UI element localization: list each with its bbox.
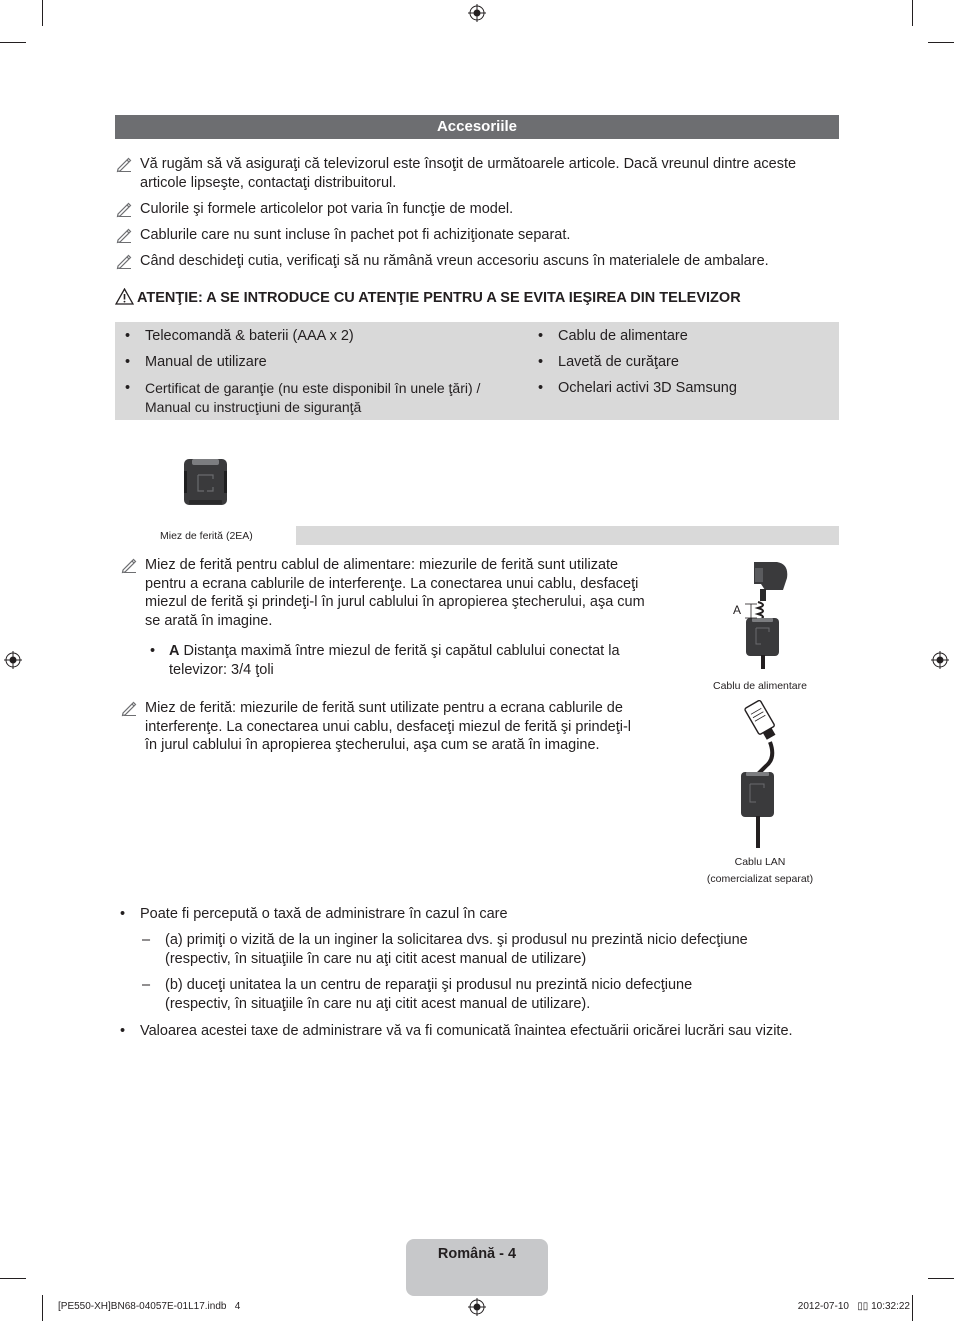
note-item — [115, 226, 845, 245]
accessory-label: Certificat de garanţie (nu este disponibil în unele ţări) / — [145, 380, 481, 396]
bullet: • — [125, 380, 131, 396]
crop-mark — [912, 0, 913, 26]
page-number: Română - 4 — [437, 1246, 517, 1262]
note-text: interferenţe. La conectarea unui cablu, desfaceţi miezul de ferită şi prindeţi-l — [145, 718, 632, 735]
accessory-label: Ochelari activi 3D Samsung — [558, 380, 737, 396]
registration-mark-icon — [4, 651, 22, 669]
footer-file: [PE550-XH]BN68-04057E-01L17.indb 4 — [58, 1301, 241, 1312]
figure-caption: Cablu LAN — [734, 856, 786, 868]
bullet: • — [120, 1023, 126, 1039]
note-text: se arată în imagine. — [145, 612, 273, 629]
accessory-label: Manual cu instrucţiuni de siguranţă — [145, 398, 362, 415]
bullet: • — [538, 328, 544, 344]
note-text: Când deschideţi cutia, verificaţi să nu rămână vreun accesoriu ascuns în materialele de ambalare. — [140, 253, 769, 269]
note-text: pentru a ecrana cablurile de interferenţe. La conectarea unui cablu, desfaceţi — [145, 575, 639, 592]
ferrite-note-lan — [120, 699, 690, 755]
footer-date: 2012-07-10 ▯▯ 10:32:22 — [797, 1301, 910, 1312]
distance-label: A — [169, 643, 180, 659]
bullet: • — [538, 380, 544, 396]
dash: – — [142, 932, 151, 948]
dash: – — [142, 977, 151, 993]
pencil-note-icon — [115, 155, 133, 173]
ferrite-note-power — [120, 556, 690, 630]
admin-fee-case: (a) primiţi o vizită de la un inginer la solicitarea dvs. şi produsul nu prezintă nicio defecţiune — [165, 932, 748, 948]
pencil-note-icon — [120, 699, 138, 717]
crop-mark — [912, 1295, 913, 1321]
distance-text: Distanţa maximă între miezul de ferită şi capătul cablului conectat la — [179, 643, 620, 659]
pencil-note-icon — [115, 200, 133, 218]
note-item — [115, 252, 845, 271]
note-text: Miez de ferită: miezurile de ferită sunt utilizate pentru a ecrana cablurile de — [145, 700, 623, 716]
admin-fee-final: Valoarea acestei taxe de administrare vă va fi comunicată înaintea efectuării oricărei lucrări sau vizite. — [140, 1023, 793, 1039]
registration-mark-icon — [931, 651, 949, 669]
figure-caption: Cablu de alimentare — [713, 680, 807, 692]
bullet: • — [538, 354, 544, 370]
note-text: în jurul cablului în apropierea ştecherului, aşa cum se arată în imagine. — [145, 737, 600, 753]
note-text: articole lipseşte, contactaţi distribuitorul. — [140, 174, 397, 191]
crop-mark — [42, 1295, 43, 1321]
note-item — [115, 155, 845, 193]
warning-triangle-icon — [115, 288, 134, 305]
section-title: Accesoriile — [115, 115, 839, 139]
accessory-label: Cablu de alimentare — [558, 328, 688, 344]
ferrite-core-image — [183, 457, 228, 507]
pencil-note-icon — [120, 556, 138, 574]
ferrite-caption: Miez de ferită (2EA) — [160, 530, 253, 542]
crop-mark — [928, 1278, 954, 1279]
crop-mark — [42, 0, 43, 26]
note-item — [115, 200, 845, 219]
admin-fee-case: (respectiv, în situaţiile în care nu aţi citit acest manual de utilizare). — [165, 995, 591, 1012]
admin-fee-case: (respectiv, în situaţiile în care nu aţi citit acest manual de utilizare) — [165, 950, 587, 967]
admin-fee-case: (b) duceţi unitatea la un centru de reparaţii şi produsul nu prezintă nicio defecţiune — [165, 977, 693, 993]
bullet: • — [150, 643, 156, 659]
crop-mark — [0, 42, 26, 43]
accessory-label: Telecomandă & baterii (AAA x 2) — [145, 328, 354, 344]
crop-mark — [0, 1278, 26, 1279]
bullet: • — [125, 354, 131, 370]
note-text: Miez de ferită pentru cablul de alimentare: miezurile de ferită sunt utilizate — [145, 557, 619, 573]
pencil-note-icon — [115, 252, 133, 270]
warning-text: ATENŢIE: A SE INTRODUCE CU ATENŢIE PENTRU A SE EVITA IEŞIREA DIN TELEVIZOR — [137, 290, 741, 306]
note-text: Cablurile care nu sunt incluse în pachet pot fi achiziţionate separat. — [140, 227, 571, 243]
warning-line — [115, 288, 875, 308]
figure-caption: (comercializat separat) — [706, 873, 814, 885]
pencil-note-icon — [115, 226, 133, 244]
admin-fee-intro: Poate fi percepută o taxă de administrare în cazul în care — [140, 906, 508, 922]
registration-mark-icon — [468, 1298, 486, 1316]
distance-marker-label: A — [733, 603, 742, 617]
note-text: miezul de ferită şi prindeţi-l în jurul cablului în apropierea ştecherului, aşa cum — [145, 594, 645, 610]
bullet: • — [125, 328, 131, 344]
accessory-label: Manual de utilizare — [145, 354, 267, 370]
crop-mark — [928, 42, 954, 43]
accessory-label: Lavetă de curăţare — [558, 354, 679, 370]
note-text: Culorile şi formele articolelor pot varia în funcţie de model. — [140, 201, 514, 217]
registration-mark-icon — [468, 4, 486, 22]
bullet: • — [120, 906, 126, 922]
note-text: Vă rugăm să vă asiguraţi că televizorul este însoţit de următoarele articole. Dacă vreunul dintre aceste — [140, 156, 797, 172]
lan-cable-figure — [730, 700, 790, 850]
distance-text: televizor: 3/4 ţoli — [169, 661, 274, 678]
